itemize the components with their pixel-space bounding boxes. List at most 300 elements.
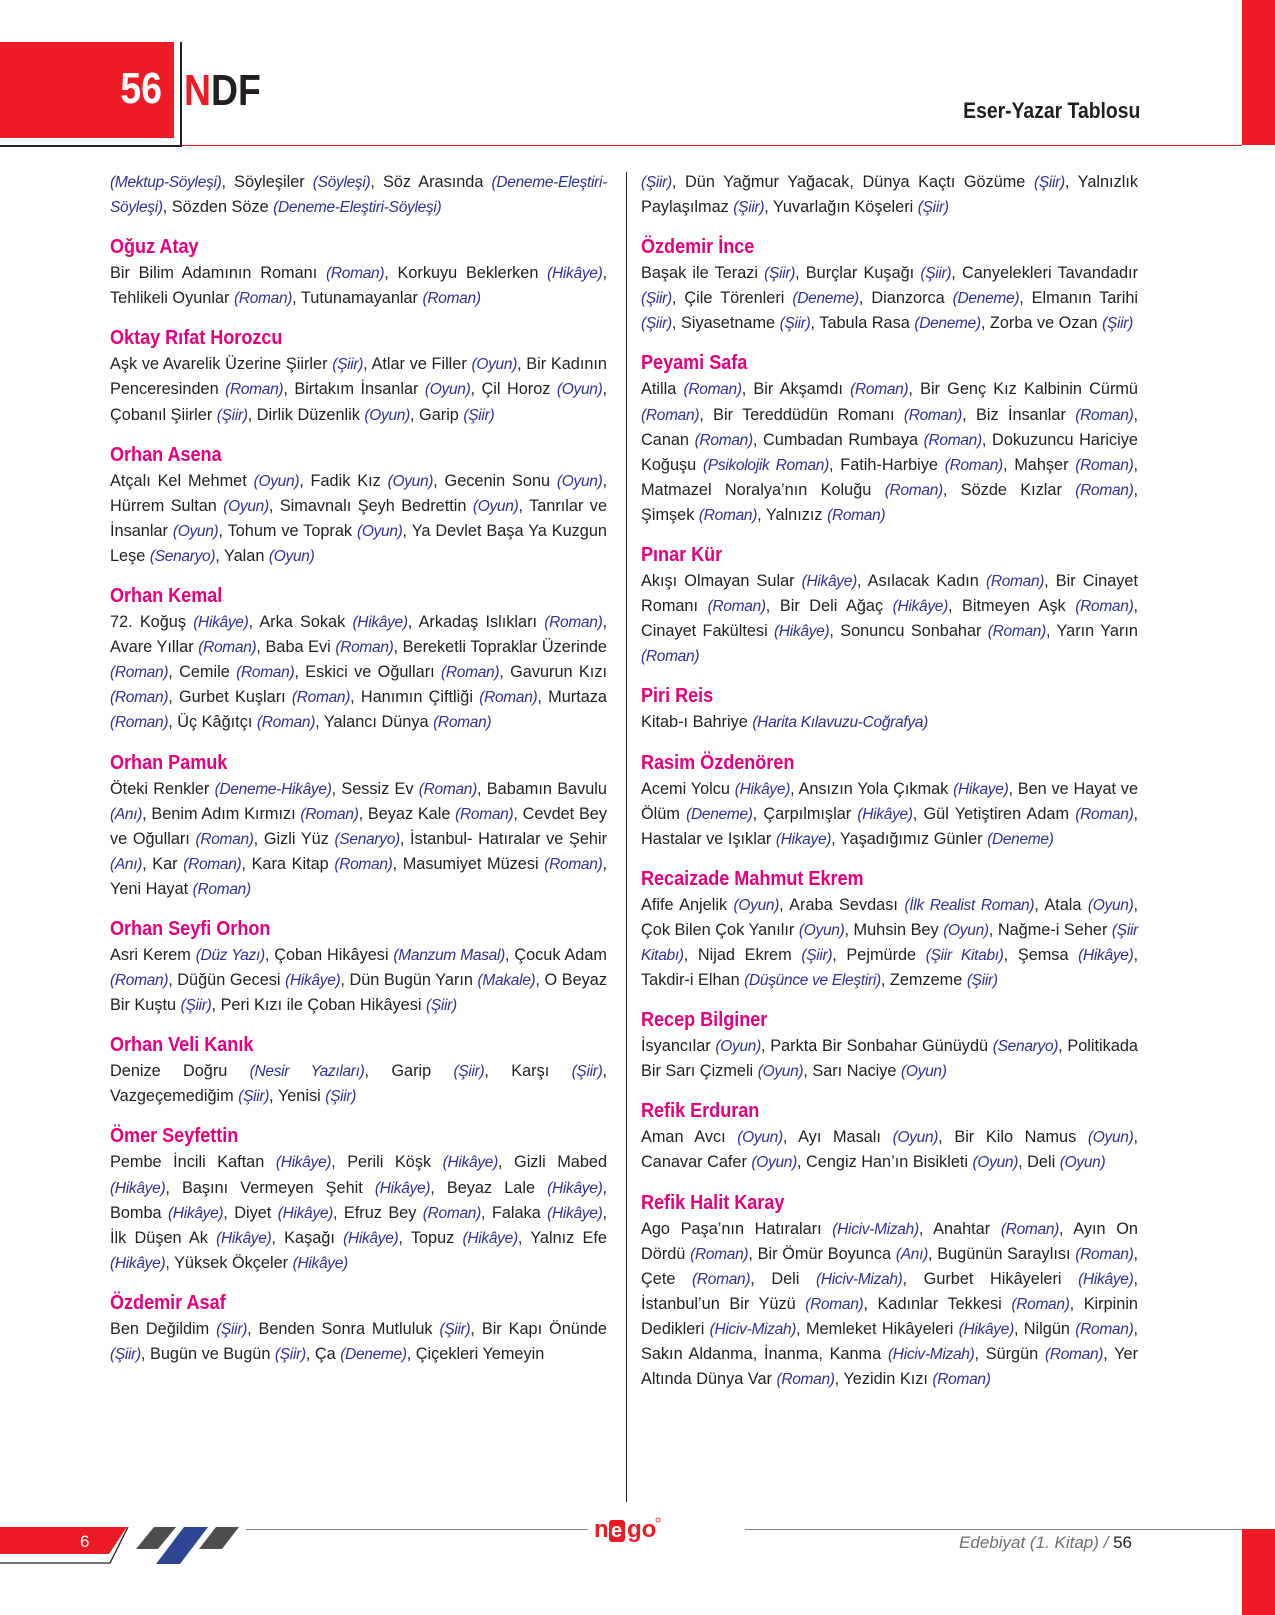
genre-label: (Hikâye)	[774, 623, 830, 641]
work-title-text: , Üç Kâğıtçı	[168, 713, 257, 732]
work-title-text: , Pejmürde	[832, 945, 926, 964]
genre-label: (Roman)	[805, 1295, 864, 1313]
genre-label: (Düz Yazı)	[195, 946, 265, 964]
genre-label: (Roman)	[1075, 406, 1134, 424]
genre-label: (Hiciv-Mizah)	[816, 1270, 903, 1288]
work-title-text: , Gavurun Kızı	[499, 663, 607, 682]
genre-label: (Roman)	[433, 714, 492, 732]
author-name: Refik Erduran	[641, 1099, 760, 1123]
genre-label: (Roman)	[479, 689, 538, 707]
brand-letter-n: N	[184, 66, 212, 115]
genre-label: (Nesir Yazıları)	[249, 1063, 365, 1081]
genre-label: (Hikâye)	[547, 1179, 603, 1197]
genre-label: (Şiir)	[439, 1320, 471, 1338]
author-entry	[641, 1006, 1138, 1084]
author-name: Rasim Özdenören	[641, 750, 795, 774]
footer-book-title: Edebiyat (1. Kitap) /	[959, 1533, 1109, 1552]
work-title-text: Bir Bilim Adamının Romanı	[110, 264, 327, 283]
genre-label: (Hikâye)	[277, 1204, 334, 1222]
work-title-text: , Atala	[1034, 895, 1088, 914]
footer-rule-right	[745, 1529, 1242, 1530]
work-title-text: , Bomba	[110, 1178, 607, 1222]
work-title-text: , Siyasetname	[671, 314, 780, 333]
work-title-text: , Gizli Yüz	[253, 829, 335, 848]
work-title-text: , Sessiz Ev	[331, 779, 419, 798]
genre-label: (Roman)	[455, 805, 514, 823]
work-title-text: , Bir Cinayet Romanı	[641, 572, 1138, 616]
work-title-text: , Hastalar ve Işıklar	[641, 804, 1138, 848]
genre-label: (Roman)	[694, 431, 753, 449]
genre-label: (Roman)	[690, 1245, 749, 1263]
work-title-text: 72. Koğuş	[110, 613, 194, 632]
author-name: Recaizade Mahmut Ekrem	[641, 866, 864, 890]
work-title-text: , Sürgün	[974, 1345, 1045, 1363]
genre-label: (Roman)	[418, 780, 477, 798]
genre-label: (Hikâye)	[193, 614, 249, 632]
work-title-text: , Çile Törenleri	[671, 289, 793, 308]
work-title-text: , Gurbet Hikâyeleri	[902, 1269, 1079, 1288]
author-name: Orhan Seyfi Orhon	[110, 916, 271, 940]
work-title-text: , Yalnızız	[757, 505, 828, 524]
genre-label: (Oyun)	[223, 497, 269, 515]
work-title-text: , Sözde Kızlar	[942, 480, 1076, 499]
work-title-text: , Çoban Hikâyesi	[264, 945, 394, 964]
genre-label: (Senaryo)	[149, 547, 216, 565]
work-title-text: , Bir Kadının Penceresinden	[110, 355, 607, 399]
author-name: Orhan Asena	[110, 442, 222, 466]
brand-logo	[184, 66, 261, 116]
work-title-text: , Tohum ve Toprak	[218, 521, 357, 540]
genre-label: (Şiir)	[216, 406, 248, 424]
genre-label: (Roman)	[422, 290, 481, 308]
work-title-text: , Birtakım İnsanlar	[283, 380, 425, 399]
author-entry	[641, 233, 1138, 336]
work-title-text: , Düğün Gecesi	[168, 971, 286, 990]
genre-label: (Deneme)	[952, 290, 1020, 308]
work-title-text: , Yuvarlağın Köşeleri	[764, 198, 918, 217]
author-name: Ömer Seyfettin	[110, 1124, 239, 1148]
author-entry	[641, 349, 1138, 528]
work-title-text: , Garip	[364, 1062, 454, 1081]
genre-label: (Roman)	[1044, 1346, 1104, 1363]
work-title-text: , Bir Kilo Namus	[938, 1128, 1088, 1147]
works-list	[641, 261, 1138, 336]
work-title-text: , Yalan	[215, 546, 269, 565]
author-entry	[110, 1031, 607, 1109]
work-title-text: Denize Doğru	[110, 1062, 250, 1081]
work-title-text: , Dianzorca	[858, 289, 953, 308]
work-title-text: , Şemsa	[1003, 945, 1079, 964]
author-entry	[110, 441, 607, 569]
work-title-text: , Gül Yetiştiren Adam	[912, 804, 1076, 823]
work-title-text: , Zemzeme	[880, 971, 967, 990]
genre-label: (Hikâye)	[442, 1154, 498, 1172]
work-title-text: , Muhsin Bey	[844, 920, 944, 939]
work-title-text: , Nijad Ekrem	[683, 945, 802, 964]
genre-label: (Oyun)	[364, 406, 410, 424]
work-title-text: , Fatih-Harbiye	[829, 455, 945, 474]
work-title-text: , Sarı Naciye	[803, 1062, 902, 1081]
work-title-text: , Çiçekleri Yemeyin	[406, 1345, 545, 1363]
svg-text:go: go	[627, 1516, 657, 1543]
work-title-text: , Gecenin Sonu	[433, 471, 557, 490]
genre-label: (Oyun)	[1087, 896, 1134, 914]
works-list	[641, 170, 1138, 220]
genre-label: (Roman)	[335, 639, 394, 657]
work-title-text: , Tabula Rasa	[810, 314, 915, 333]
genre-label: (Deneme-Hikâye)	[214, 780, 332, 798]
work-title-text: , Zorba ve Ozan	[980, 314, 1103, 333]
author-name: Oğuz Atay	[110, 235, 199, 259]
work-title-text: , Canavar Cafer	[641, 1128, 1138, 1172]
work-title-text: , Anahtar	[918, 1219, 1001, 1238]
column-divider	[626, 172, 627, 1502]
genre-label: (Şiir)	[325, 1088, 357, 1106]
work-title-text: , Ayı Masalı	[782, 1128, 893, 1147]
work-title-text: Acemi Yolcu	[641, 779, 735, 798]
work-title-text: , Matmazel Noralya’nın Koluğu	[641, 455, 1138, 499]
author-name: Özdemir Asaf	[110, 1290, 226, 1314]
brand-letters-df: DF	[211, 66, 261, 115]
work-title-text: , Fadik Kız	[299, 471, 388, 490]
genre-label: (Roman)	[1000, 1220, 1060, 1238]
genre-label: (Deneme)	[792, 290, 859, 308]
work-title-text: , Peri Kızı ile Çoban Hikâyesi	[211, 996, 426, 1015]
footer-page-number-right: 56	[1113, 1533, 1132, 1552]
genre-label: (Şiir)	[641, 174, 672, 191]
work-title-text: , Yaşadığımız Günler	[831, 829, 988, 848]
author-entry	[110, 1289, 607, 1367]
genre-label: (Oyun)	[424, 381, 471, 399]
genre-label: (Makale)	[477, 972, 536, 990]
genre-label: (Şiir Kitabı)	[925, 946, 1004, 964]
works-list	[110, 943, 607, 1018]
genre-label: (Şiir)	[571, 1063, 603, 1081]
work-title-text: , Canan	[641, 405, 1138, 449]
genre-label: (Şiir)	[779, 315, 811, 333]
genre-label: (Şiir)	[801, 946, 833, 964]
genre-label: (Roman)	[683, 381, 742, 399]
genre-label: (Hikâye)	[1078, 1270, 1134, 1288]
work-title-text: , Deli	[1018, 1153, 1060, 1172]
works-list	[110, 469, 607, 569]
work-title-text: , İlk Düşen Ak	[110, 1203, 607, 1247]
genre-label: (Şiir)	[453, 1063, 485, 1081]
work-title-text: , Araba Sevdası	[779, 895, 905, 914]
genre-label: (Oyun)	[751, 1154, 797, 1172]
genre-label: (Oyun)	[253, 472, 300, 490]
work-title-text: , Çarpılmışlar	[752, 804, 858, 823]
footer-stripes-decoration	[0, 1527, 250, 1567]
work-title-text: , Elmanın Tarihi	[1019, 289, 1138, 308]
genre-label: (Hikâye)	[374, 1179, 431, 1197]
genre-label: (Roman)	[110, 689, 169, 707]
genre-label: (Roman)	[334, 855, 393, 873]
works-list	[110, 777, 607, 902]
genre-label: (Hikâye)	[892, 598, 948, 616]
work-title-text: , Babamın Bavulu	[477, 779, 607, 798]
work-title-text: , Kaşağı	[271, 1228, 344, 1247]
genre-label: (Roman)	[923, 431, 982, 449]
genre-label: (Hikâye)	[343, 1229, 399, 1247]
author-name: Özdemir İnce	[641, 235, 755, 259]
work-title-text: , Yarın Yarın	[1045, 622, 1138, 641]
section-title: Eser-Yazar Tablosu	[962, 98, 1140, 123]
author-name: Orhan Veli Kanık	[110, 1033, 254, 1057]
svg-text:e: e	[611, 1520, 623, 1542]
genre-label: (Şiir)	[764, 265, 796, 283]
genre-label: (Hikâye)	[167, 1204, 224, 1222]
genre-label: (Oyun)	[757, 1063, 804, 1081]
author-entry	[641, 541, 1138, 669]
genre-label: (Şiir)	[238, 1088, 270, 1106]
footer-red-tab	[0, 1527, 127, 1554]
works-list	[641, 1034, 1138, 1084]
right-column	[641, 170, 1138, 1392]
work-title-text: , Burçlar Kuşağı	[795, 264, 921, 283]
genre-label: (Roman)	[1075, 1320, 1134, 1338]
genre-label: (Şiir)	[332, 356, 364, 374]
work-title-text: , Şimşek	[641, 480, 1138, 524]
genre-label: (Hikâye)	[352, 614, 408, 632]
work-title-text: , Söz Arasında	[370, 173, 492, 191]
genre-label: (Oyun)	[472, 497, 519, 515]
work-title-text: , Çok Bilen Çok Yanılır	[641, 895, 1138, 939]
work-title-text: , Çocuk Adam	[504, 945, 607, 964]
genre-label: (Roman)	[544, 855, 603, 873]
genre-label: (Hiciv-Mizah)	[887, 1346, 975, 1363]
work-title-text: , Atlar ve Filler	[363, 355, 472, 374]
work-title-text: , Diyet	[223, 1203, 278, 1222]
genre-label: (Hikâye)	[275, 1154, 332, 1172]
work-title-text: , Ansızın Yola Çıkmak	[790, 779, 954, 798]
work-title-text: , Arkadaş Islıkları	[407, 613, 545, 632]
author-name: Oktay Rıfat Horozcu	[110, 326, 283, 350]
genre-label: (Hikâye)	[110, 1254, 166, 1272]
work-title-text: , Gizli Mabed	[497, 1153, 607, 1172]
svg-text:n: n	[594, 1516, 609, 1543]
genre-label: (Oyun)	[715, 1038, 761, 1056]
genre-label: (Roman)	[641, 648, 700, 666]
work-title-text: , Takdir-i Elhan	[641, 945, 1138, 990]
genre-label: (Hikâye)	[547, 265, 603, 283]
genre-label: (Hikâye)	[216, 1229, 272, 1247]
author-entry	[110, 233, 607, 311]
work-title-text: , Kar	[142, 854, 184, 873]
work-title-text: , Yer Altında Dünya Var	[641, 1345, 1139, 1389]
footer-rule-left	[246, 1529, 588, 1530]
author-name: Pınar Kür	[641, 543, 723, 567]
work-title-text: , Sözden Söze	[162, 198, 274, 217]
work-title-text: , Murtaza	[537, 688, 607, 707]
work-title-text: , Yalnızlık Paylaşılmaz	[641, 173, 1139, 217]
work-title-text: , Avare Yıllar	[110, 613, 607, 657]
works-list	[110, 1317, 607, 1367]
work-title-text: Atçalı Kel Mehmet	[110, 471, 254, 490]
work-title-text: Kitab-ı Bahriye	[641, 713, 753, 732]
work-title-text: , Simavnalı Şeyh Bedrettin	[268, 496, 473, 515]
genre-label: (Roman)	[1011, 1295, 1070, 1313]
work-title-text: , Nağme-i Seher	[988, 920, 1112, 939]
genre-label: (Roman)	[1075, 1245, 1134, 1263]
work-title-text: , Bir Tereddüdün Romanı	[699, 405, 904, 424]
header-divider-vertical	[180, 42, 182, 146]
work-title-text: , Tanrılar ve İnsanlar	[110, 496, 607, 540]
genre-label: (Hiciv-Mizah)	[709, 1320, 797, 1338]
genre-label: (Oyun)	[471, 356, 518, 374]
genre-label: (Oyun)	[268, 547, 315, 565]
work-title-text: , Cumbadan Rumbaya	[752, 430, 924, 449]
work-title-text: , Canyelekleri Tavandadır	[951, 264, 1138, 283]
works-list	[641, 377, 1138, 528]
work-title-text: , O Beyaz Bir Kuştu	[110, 971, 607, 1015]
work-title-text: , Gurbet Kuşları	[168, 688, 292, 707]
works-list	[110, 170, 607, 220]
genre-label: (Hikâye)	[462, 1229, 518, 1247]
work-title-text: , Nilgün	[1013, 1319, 1076, 1338]
genre-label: (Hikâye)	[547, 1204, 603, 1222]
genre-label: (Roman)	[198, 639, 257, 657]
work-title-text: Afife Anjelik	[641, 895, 734, 914]
work-title-text: , Yeni Hayat	[110, 854, 607, 898]
genre-label: (Roman)	[183, 855, 242, 873]
works-list	[641, 893, 1138, 993]
genre-label: (Roman)	[1075, 456, 1134, 474]
work-title-text: , Tutunamayanlar	[292, 289, 423, 308]
author-entry	[110, 324, 607, 427]
author-entry	[110, 582, 607, 735]
genre-label: (Oyun)	[798, 921, 845, 939]
genre-label: (Oyun)	[556, 381, 603, 399]
genre-label: (Roman)	[110, 714, 169, 732]
author-name: Refik Halit Karay	[641, 1190, 785, 1214]
works-list	[641, 710, 1138, 735]
work-title-text: Aman Avcı	[641, 1128, 738, 1147]
works-list	[641, 569, 1138, 669]
author-name: Orhan Pamuk	[110, 750, 228, 774]
genre-label: (Hikâye)	[801, 573, 857, 591]
genre-label: (Roman)	[692, 1270, 751, 1288]
work-title-text: , Yalancı Dünya	[315, 713, 434, 732]
work-title-text: , Yenisi	[269, 1087, 326, 1106]
genre-label: (Hikâye)	[1078, 946, 1134, 964]
genre-label: (Roman)	[641, 406, 700, 424]
work-title-text: , Beyaz Lale	[430, 1178, 548, 1197]
work-title-text: , Parkta Bir Sonbahar Günüydü	[760, 1037, 993, 1056]
genre-label: (Roman)	[326, 265, 385, 283]
header-divider-left	[0, 145, 182, 147]
genre-label: (Düşünce ve Eleştiri)	[744, 972, 881, 990]
author-entry	[641, 749, 1138, 852]
genre-label: (Hikâye)	[958, 1320, 1014, 1338]
genre-label: (Söyleşi)	[312, 174, 371, 191]
genre-label: (Oyun)	[892, 1129, 939, 1147]
work-title-text: , İstanbul’un Bir Yüzü	[641, 1269, 1138, 1313]
work-title-text: , Ça	[305, 1345, 341, 1363]
work-title-text: , Garip	[410, 405, 464, 424]
genre-label: (Senaryo)	[334, 830, 400, 848]
work-title-text: , Ayın On Dördü	[641, 1219, 1138, 1263]
genre-label: (Hikaye)	[775, 830, 832, 848]
work-title-text: , Bitmeyen Aşk	[947, 597, 1076, 616]
genre-label: (Şiir Kitabı)	[641, 921, 1138, 964]
genre-label: (Roman)	[932, 1371, 991, 1389]
genre-label: (Roman)	[225, 381, 284, 399]
work-title-text: , Dün Bugün Yarın	[340, 971, 478, 990]
work-title-text: , Sakın Aldanma, İnanma, Kanma	[641, 1319, 1138, 1363]
genre-label: (Oyun)	[737, 1129, 783, 1147]
genre-label: (Roman)	[1075, 805, 1134, 823]
work-title-text: , Benim Adım Kırmızı	[142, 804, 301, 823]
work-title-text: , Sonuncu Sonbahar	[829, 622, 988, 641]
genre-label: (Hikâye)	[857, 805, 913, 823]
work-title-text: , Asılacak Kadın	[856, 572, 986, 591]
genre-label: (Roman)	[944, 456, 1003, 474]
work-title-text: , Yüksek Ökçeler	[165, 1253, 293, 1272]
genre-label: (Deneme)	[987, 830, 1054, 848]
genre-label: (Oyun)	[556, 472, 603, 490]
footer-page-number-left: 6	[80, 1532, 90, 1551]
genre-label: (Deneme-Eleştiri-Söyleşi)	[273, 199, 442, 217]
work-title-text: Ben Değildim	[110, 1319, 217, 1338]
genre-label: (Roman)	[236, 664, 295, 682]
work-title-text: , Çil Horoz	[470, 380, 557, 399]
genre-label: (Roman)	[291, 689, 351, 707]
work-title-text: , Beyaz Kale	[358, 804, 456, 823]
genre-label: (Anı)	[110, 805, 143, 823]
genre-label: (Şiir)	[1102, 315, 1134, 333]
work-title-text: Atilla	[641, 380, 684, 399]
work-title-text: , Başını Vermeyen Şehit	[165, 1178, 375, 1197]
publisher-logo	[592, 1515, 692, 1545]
genre-label: (Roman)	[544, 614, 603, 632]
work-title-text: , Deli	[750, 1269, 817, 1288]
left-column	[110, 170, 607, 1367]
author-entry	[110, 170, 607, 220]
work-title-text: , Cemile	[168, 663, 237, 682]
work-title-text: , Tehlikeli Oyunlar	[110, 264, 607, 308]
work-title-text: , Çete	[641, 1244, 1138, 1288]
work-title-text: , Eskici ve Oğulları	[294, 663, 442, 682]
works-list	[110, 261, 607, 311]
work-title-text: , Cevdet Bey ve Oğulları	[110, 804, 607, 848]
work-title-text: , Ya Devlet Başa Ya Kuzgun Leşe	[110, 521, 607, 565]
genre-label: (Deneme)	[914, 315, 981, 333]
work-title-text: , Perili Köşk	[331, 1153, 443, 1172]
works-list	[110, 1150, 607, 1275]
author-entry	[641, 1189, 1138, 1393]
work-title-text: , Benden Sonra Mutluluk	[247, 1319, 440, 1338]
genre-label: (Hikaye)	[953, 780, 1009, 798]
genre-label: (Roman)	[698, 506, 758, 524]
corner-red-bar-bottom	[1242, 1529, 1275, 1615]
header-divider-right	[182, 145, 1242, 146]
work-title-text: , Mahşer	[1002, 455, 1076, 474]
work-title-text: , Masumiyet Müzesi	[392, 854, 545, 873]
work-title-text: , Falaka	[480, 1203, 548, 1222]
genre-label: (İlk Realist Roman)	[904, 896, 1035, 914]
author-name: Peyami Safa	[641, 351, 748, 375]
genre-label: (Şiir)	[733, 199, 765, 217]
works-list	[110, 352, 607, 427]
work-title-text: Öteki Renkler	[110, 779, 215, 798]
author-entry	[641, 682, 1138, 735]
genre-label: (Oyun)	[901, 1063, 947, 1081]
works-list	[641, 1125, 1138, 1175]
genre-label: (Oyun)	[733, 896, 780, 914]
work-title-text: , Arka Sokak	[248, 613, 353, 632]
work-title-text: , Topuz	[398, 1228, 463, 1247]
